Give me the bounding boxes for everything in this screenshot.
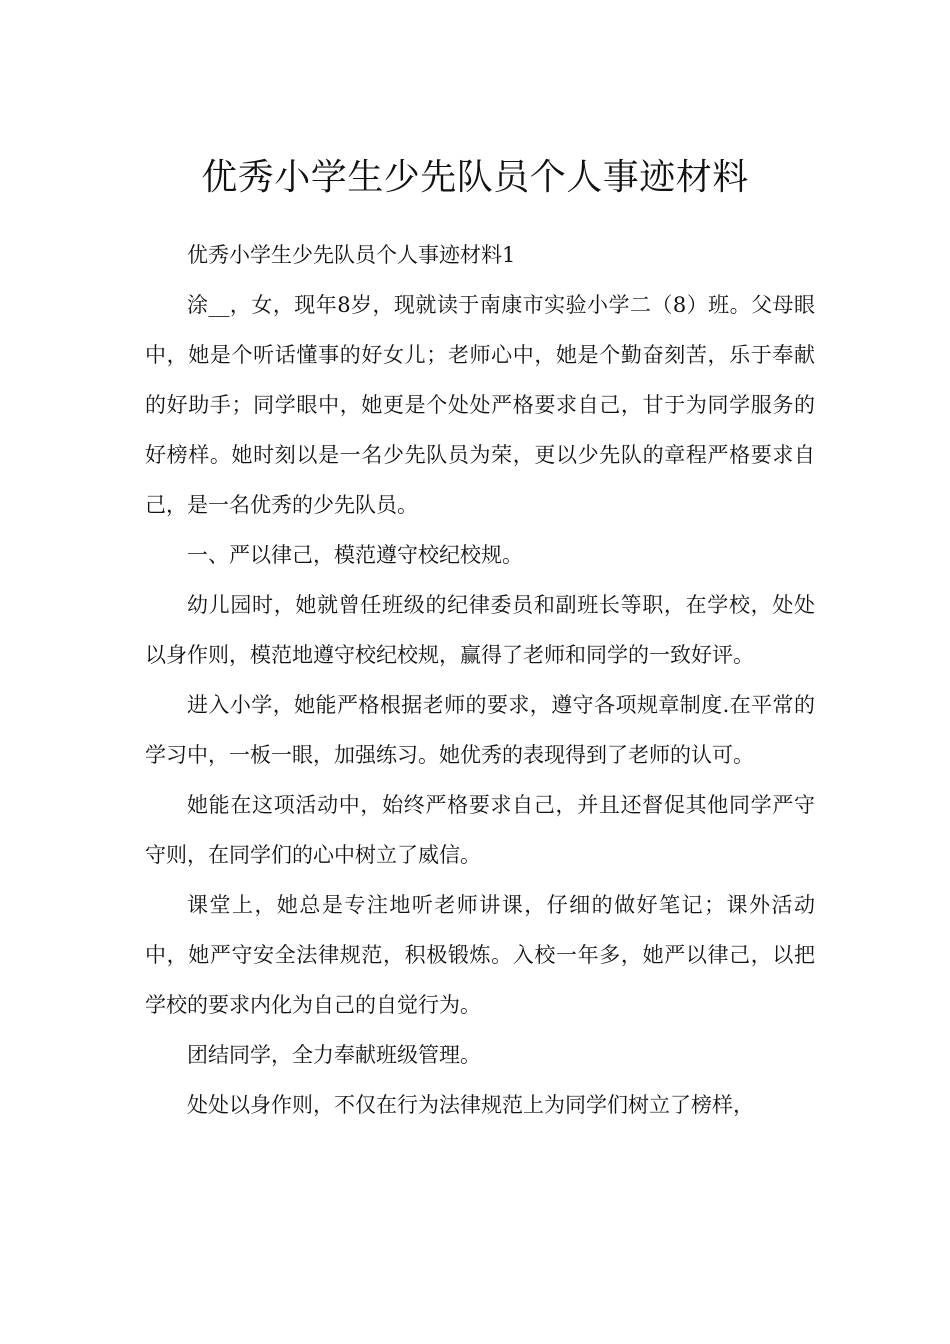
paragraph-unity-heading: 团结同学，全力奉献班级管理。 bbox=[187, 1043, 481, 1067]
paragraph-classroom: 课堂上，她总是专注地听老师讲课，仔细的做好笔记；课外活动中，她严守安全法律规范，积极锻炼。入校一年多，她严以律己，以把学校的要求内化为自己的自觉行为。 bbox=[145, 893, 815, 1017]
paragraph-subtitle: 优秀小学生少先队员个人事迹材料1 bbox=[187, 243, 516, 267]
paragraph-section-heading: 一、严以律己，模范遵守校纪校规。 bbox=[187, 543, 523, 567]
paragraph-activity: 她能在这项活动中，始终严格要求自己，并且还督促其他同学严守守则，在同学们的心中树立了威信。 bbox=[145, 793, 815, 867]
paragraph-primary-school: 进入小学，她能严格根据老师的要求，遵守各项规章制度.在平常的学习中，一板一眼，加强练习。她优秀的表现得到了老师的认可。 bbox=[145, 693, 815, 767]
paragraph-kindergarten: 幼儿园时，她就曾任班级的纪律委员和副班长等职，在学校，处处以身作则，模范地遵守校纪校规，赢得了老师和同学的一致好评。 bbox=[145, 593, 815, 667]
document-title: 优秀小学生少先队员个人事迹材料 bbox=[201, 157, 749, 199]
paragraph-example: 处处以身作则，不仅在行为法律规范上为同学们树立了榜样， bbox=[187, 1093, 754, 1117]
document-body bbox=[145, 230, 815, 1130]
paragraph-intro: 涂__，女，现年8岁，现就读于南康市实验小学二（8）班。父母眼中，她是个听话懂事的好女儿；老师心中，她是个勤奋刻苦，乐于奉献的好助手；同学眼中，她更是个处处严格要求自己，甘于为同学服务的好榜样。她时刻以是一名少先队员为荣，更以少先队的章程严格要求自己，是一名优秀的少先队员。 bbox=[145, 293, 815, 517]
